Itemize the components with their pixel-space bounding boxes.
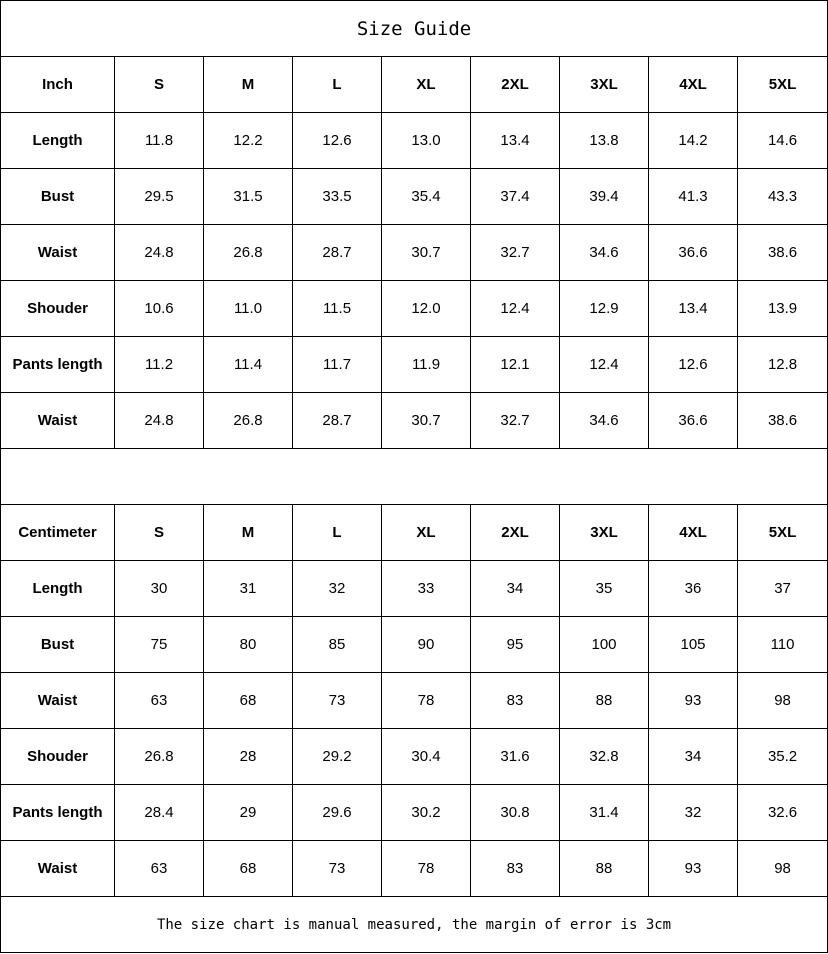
size-header: M: [204, 57, 293, 113]
table-cell: 28: [204, 729, 293, 785]
table-cell: 31.5: [204, 169, 293, 225]
note-row: [1, 897, 828, 953]
table-row: [1, 785, 828, 841]
table-cell: 95: [471, 617, 560, 673]
table-cell: 33: [382, 561, 471, 617]
table-cell: 32: [293, 561, 382, 617]
row-label: Bust: [1, 617, 115, 673]
row-label: Pants length: [1, 785, 115, 841]
table-cell: 11.0: [204, 281, 293, 337]
table-cell: 88: [560, 841, 649, 897]
size-header: L: [293, 505, 382, 561]
inch-unit-label: Inch: [1, 57, 115, 113]
size-header: 3XL: [560, 57, 649, 113]
table-cell: 13.0: [382, 113, 471, 169]
row-label: Bust: [1, 169, 115, 225]
table-cell: 28.7: [293, 225, 382, 281]
table-cell: 12.2: [204, 113, 293, 169]
table-cell: 12.0: [382, 281, 471, 337]
table-cell: 12.6: [649, 337, 738, 393]
size-header: M: [204, 505, 293, 561]
table-cell: 14.6: [738, 113, 828, 169]
size-header: L: [293, 57, 382, 113]
table-row: [1, 113, 828, 169]
table-cell: 68: [204, 841, 293, 897]
table-cell: 24.8: [115, 393, 204, 449]
table-cell: 33.5: [293, 169, 382, 225]
size-header: 5XL: [738, 57, 828, 113]
table-cell: 98: [738, 841, 828, 897]
table-cell: 83: [471, 673, 560, 729]
table-cell: 36.6: [649, 225, 738, 281]
table-cell: 11.8: [115, 113, 204, 169]
table-cell: 93: [649, 673, 738, 729]
table-cell: 30: [115, 561, 204, 617]
table-cell: 28.7: [293, 393, 382, 449]
table-cell: 88: [560, 673, 649, 729]
table-cell: 75: [115, 617, 204, 673]
table-cell: 83: [471, 841, 560, 897]
size-header: XL: [382, 57, 471, 113]
row-label: Pants length: [1, 337, 115, 393]
table-cell: 37.4: [471, 169, 560, 225]
table-cell: 30.8: [471, 785, 560, 841]
table-cell: 31: [204, 561, 293, 617]
table-cell: 31.6: [471, 729, 560, 785]
table-cell: 11.5: [293, 281, 382, 337]
table-cell: 63: [115, 841, 204, 897]
table-cell: 73: [293, 841, 382, 897]
table-cell: 12.4: [471, 281, 560, 337]
table-cell: 110: [738, 617, 828, 673]
table-row: [1, 729, 828, 785]
table-cell: 39.4: [560, 169, 649, 225]
table-cell: 38.6: [738, 393, 828, 449]
table-cell: 105: [649, 617, 738, 673]
table-cell: 38.6: [738, 225, 828, 281]
table-cell: 98: [738, 673, 828, 729]
table-cell: 13.9: [738, 281, 828, 337]
table-cell: 32.7: [471, 225, 560, 281]
table-cell: 29.2: [293, 729, 382, 785]
cm-unit-label: Centimeter: [1, 505, 115, 561]
title-row: [1, 1, 828, 57]
size-header: S: [115, 57, 204, 113]
table-cell: 29.5: [115, 169, 204, 225]
row-label: Shouder: [1, 729, 115, 785]
table-cell: 32: [649, 785, 738, 841]
table-cell: 13.8: [560, 113, 649, 169]
table-cell: 13.4: [471, 113, 560, 169]
table-cell: 11.4: [204, 337, 293, 393]
table-cell: 85: [293, 617, 382, 673]
table-cell: 32.7: [471, 393, 560, 449]
table-cell: 43.3: [738, 169, 828, 225]
table-cell: 35: [560, 561, 649, 617]
table-cell: 32.6: [738, 785, 828, 841]
table-cell: 12.8: [738, 337, 828, 393]
table-row: [1, 561, 828, 617]
table-cell: 41.3: [649, 169, 738, 225]
table-cell: 11.2: [115, 337, 204, 393]
table-cell: 90: [382, 617, 471, 673]
table-cell: 35.2: [738, 729, 828, 785]
table-cell: 24.8: [115, 225, 204, 281]
size-header: 2XL: [471, 505, 560, 561]
table-cell: 30.4: [382, 729, 471, 785]
spacer-row: [1, 449, 828, 505]
table-row: [1, 841, 828, 897]
table-cell: 14.2: [649, 113, 738, 169]
size-header: XL: [382, 505, 471, 561]
table-cell: 12.9: [560, 281, 649, 337]
table-row: [1, 673, 828, 729]
row-label: Waist: [1, 841, 115, 897]
cm-header-row: [1, 505, 828, 561]
size-header: 4XL: [649, 57, 738, 113]
table-cell: 29: [204, 785, 293, 841]
table-cell: 36: [649, 561, 738, 617]
table-row: [1, 225, 828, 281]
table-cell: 28.4: [115, 785, 204, 841]
table-cell: 34: [471, 561, 560, 617]
row-label: Waist: [1, 673, 115, 729]
table-row: [1, 337, 828, 393]
table-row: [1, 617, 828, 673]
table-cell: 78: [382, 841, 471, 897]
size-header: 3XL: [560, 505, 649, 561]
table-cell: 11.7: [293, 337, 382, 393]
table-cell: 26.8: [204, 225, 293, 281]
row-label: Waist: [1, 393, 115, 449]
row-label: Waist: [1, 225, 115, 281]
inch-header-row: [1, 57, 828, 113]
row-label: Length: [1, 561, 115, 617]
table-row: [1, 169, 828, 225]
table-cell: 30.7: [382, 393, 471, 449]
table-cell: 36.6: [649, 393, 738, 449]
size-header: S: [115, 505, 204, 561]
table-cell: 34: [649, 729, 738, 785]
table-cell: 26.8: [115, 729, 204, 785]
table-cell: 34.6: [560, 393, 649, 449]
table-cell: 80: [204, 617, 293, 673]
table-cell: 12.6: [293, 113, 382, 169]
row-label: Length: [1, 113, 115, 169]
size-header: 5XL: [738, 505, 828, 561]
table-cell: 37: [738, 561, 828, 617]
table-cell: 29.6: [293, 785, 382, 841]
table-cell: 34.6: [560, 225, 649, 281]
measurement-note: The size chart is manual measured, the margin of error is 3cm: [1, 897, 828, 953]
table-cell: 30.7: [382, 225, 471, 281]
table-row: [1, 393, 828, 449]
table-cell: 12.1: [471, 337, 560, 393]
table-cell: 100: [560, 617, 649, 673]
table-cell: 63: [115, 673, 204, 729]
spacer-cell: [1, 449, 828, 505]
table-cell: 35.4: [382, 169, 471, 225]
table-cell: 73: [293, 673, 382, 729]
table-cell: 32.8: [560, 729, 649, 785]
table-cell: 31.4: [560, 785, 649, 841]
size-header: 2XL: [471, 57, 560, 113]
page-title: Size Guide: [1, 1, 828, 57]
table-cell: 68: [204, 673, 293, 729]
table-cell: 26.8: [204, 393, 293, 449]
size-header: 4XL: [649, 505, 738, 561]
table-cell: 11.9: [382, 337, 471, 393]
table-cell: 10.6: [115, 281, 204, 337]
table-cell: 93: [649, 841, 738, 897]
table-row: [1, 281, 828, 337]
row-label: Shouder: [1, 281, 115, 337]
table-cell: 78: [382, 673, 471, 729]
table-cell: 12.4: [560, 337, 649, 393]
table-cell: 13.4: [649, 281, 738, 337]
table-cell: 30.2: [382, 785, 471, 841]
